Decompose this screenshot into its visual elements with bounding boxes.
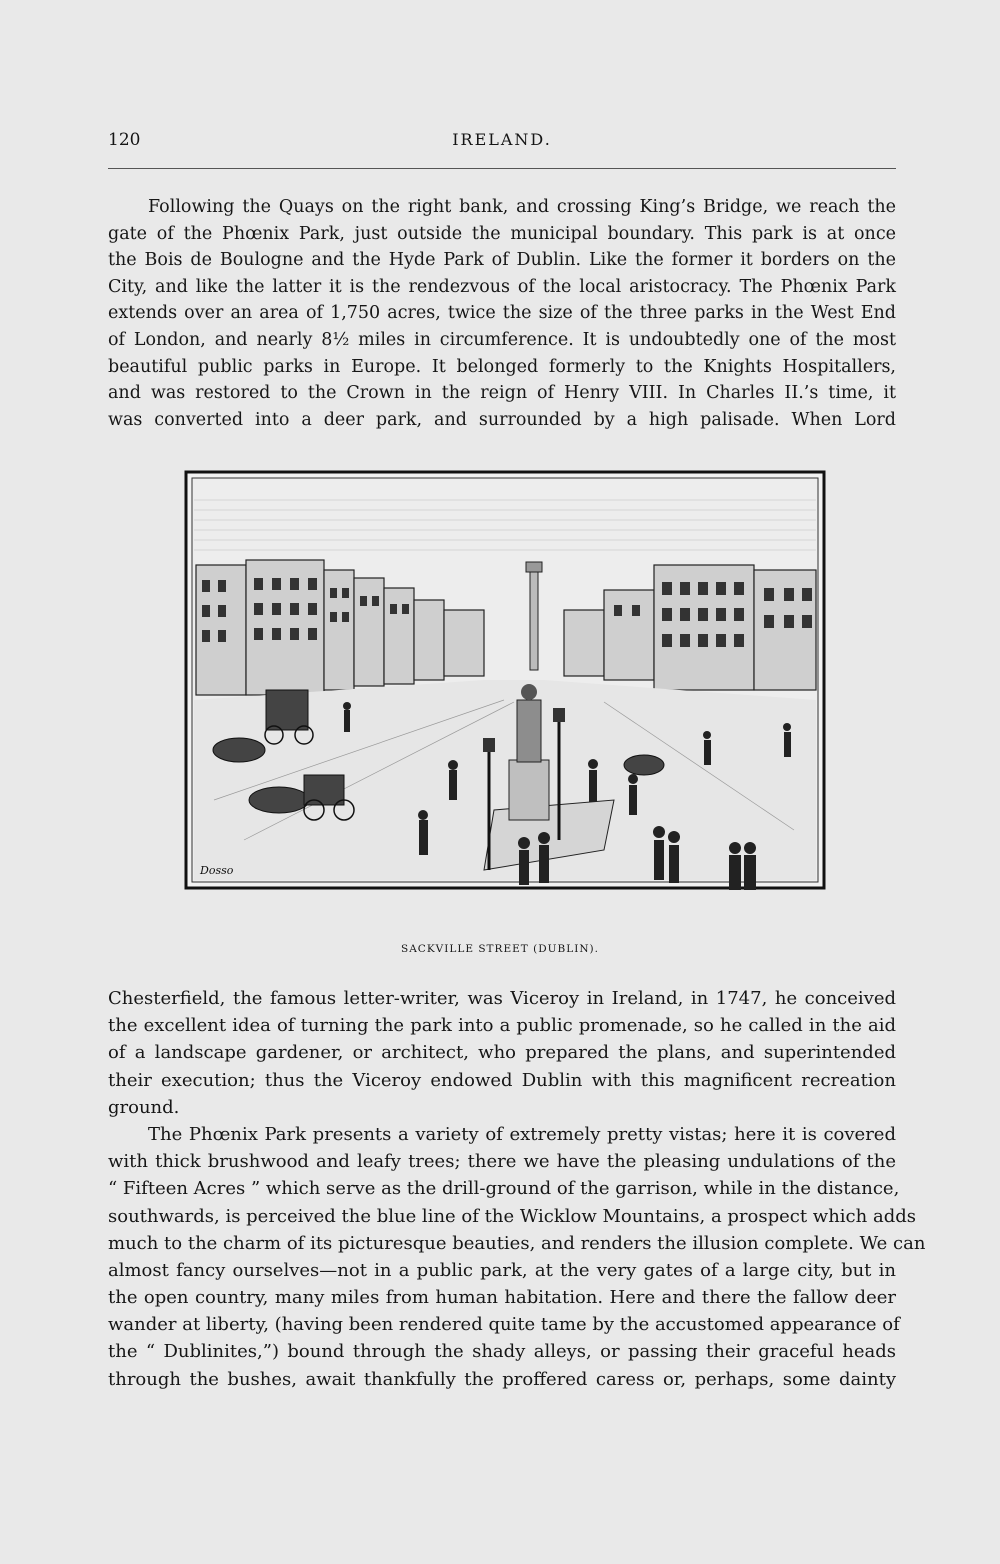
text-line: Following the Quays on the right bank, and crossing King’s Bridge, we reach the <box>148 197 896 217</box>
text-line: The Phœnix Park presents a variety of extremely pretty vistas; here it is covered <box>148 1123 896 1145</box>
figure-caption: SACKVILLE STREET (DUBLIN). <box>401 943 599 955</box>
text-line: of London, and nearly 8½ miles in circumference. It is undoubtedly one of the most <box>108 329 896 350</box>
text-line: much to the charm of its picturesque beauties, and renders the illusion complete. We can <box>108 1232 926 1254</box>
text-line: and was restored to the Crown in the reign of Henry VIII. In Charles II.’s time, it <box>108 383 896 404</box>
text-line: of a landscape gardener, or architect, who prepared the plans, and superintended <box>108 1042 896 1064</box>
text-line: the Bois de Boulogne and the Hyde Park of Dublin. Like the former it borders on the <box>108 250 896 271</box>
text-line: City, and like the latter it is the rendezvous of the local aristocracy. The Phœnix Park <box>108 276 896 297</box>
paragraph-body <box>108 985 926 1393</box>
text-line: extends over an area of 1,750 acres, twice the size of the three parks in the West End <box>108 303 896 324</box>
text-line: “ Fifteen Acres ” which serve as the drill-ground of the garrison, while in the distance, <box>108 1178 900 1200</box>
text-line: almost fancy ourselves—not in a public park, at the very gates of a large city, but in <box>108 1259 896 1281</box>
running-title: IRELAND. <box>452 130 552 149</box>
text-line: ground. <box>108 1096 180 1118</box>
text-line: with thick brushwood and leafy trees; there we have the pleasing undulations of the <box>108 1151 896 1173</box>
text-line: gate of the Phœnix Park, just outside the municipal boundary. This park is at once <box>108 223 896 244</box>
page-number: 120 <box>108 130 141 150</box>
text-line: the “ Dublinites,”) bound through the shady alleys, or passing their graceful heads <box>108 1341 896 1363</box>
text-line: southwards, is perceived the blue line of the Wicklow Mountains, a prospect which adds <box>108 1205 916 1227</box>
paragraph-continuing <box>108 194 896 433</box>
text-line: was converted into a deer park, and surrounded by a high palisade. When Lord <box>108 409 896 430</box>
engraver-signature: Dosso <box>200 864 234 877</box>
running-head <box>108 130 896 160</box>
engraving-sackville-street <box>184 470 826 890</box>
text-line: through the bushes, await thankfully the proffered caress or, perhaps, some dainty <box>108 1368 896 1390</box>
text-line: the excellent idea of turning the park into a public promenade, so he called in the aid <box>108 1015 896 1037</box>
header-rule <box>108 168 896 169</box>
text-line: Chesterfield, the famous letter-writer, was Viceroy in Ireland, in 1747, he conceived <box>108 988 896 1009</box>
text-line: the open country, many miles from human habitation. Here and there the fallow deer <box>108 1287 896 1309</box>
text-line: beautiful public parks in Europe. It belonged formerly to the Knights Hospitallers, <box>108 356 896 377</box>
engraving-illustration <box>184 470 826 890</box>
text-line: their execution; thus the Viceroy endowed Dublin with this magnificent recreation <box>108 1069 896 1091</box>
text-line: wander at liberty, (having been rendered quite tame by the accustomed appearance of <box>108 1314 900 1336</box>
